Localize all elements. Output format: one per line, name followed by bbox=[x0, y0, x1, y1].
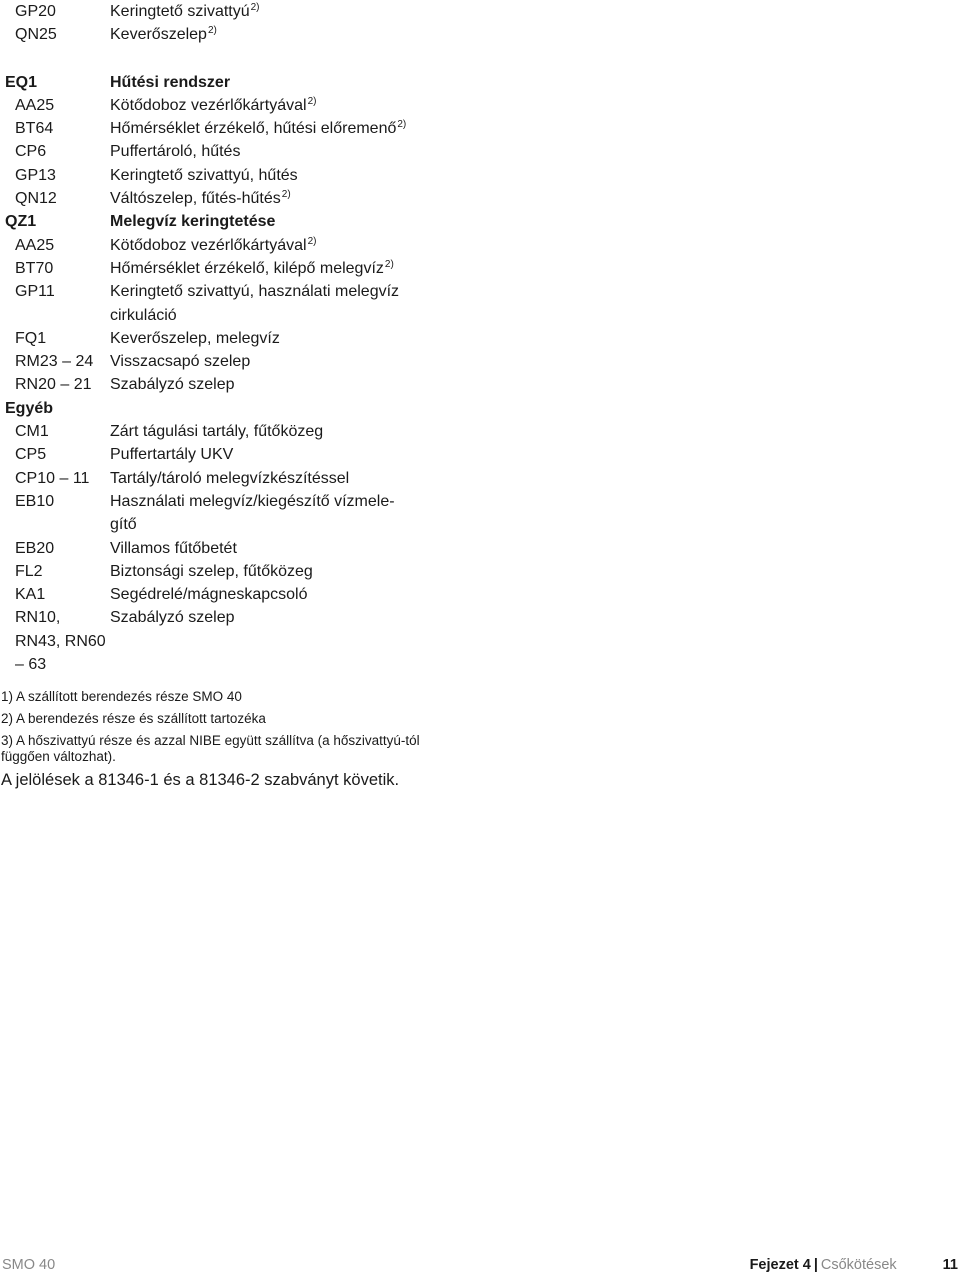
legend-row bbox=[0, 280, 440, 303]
legend-description-text: Hőmérséklet érzékelő, hűtési előremenő bbox=[110, 120, 397, 138]
legend-code bbox=[0, 304, 110, 327]
legend-description bbox=[110, 304, 440, 327]
legend-code: QZ1 bbox=[5, 213, 37, 231]
legend-description bbox=[110, 187, 440, 210]
legend-row bbox=[0, 373, 440, 396]
legend-row bbox=[0, 304, 440, 327]
legend-description-text: Zárt tágulási tartály, fűtőközeg bbox=[110, 423, 324, 441]
legend-description bbox=[110, 490, 440, 513]
legend-description-text: Szabályzó szelep bbox=[110, 609, 235, 627]
legend-code bbox=[0, 513, 110, 536]
legend-row bbox=[0, 537, 440, 560]
footer-section: Csőkötések bbox=[820, 1257, 897, 1273]
legend-code: EB20 bbox=[15, 539, 55, 557]
legend-description bbox=[110, 513, 440, 536]
footnote-reference: 2) bbox=[281, 189, 291, 201]
legend-code: – 63 bbox=[15, 656, 47, 674]
legend-row bbox=[0, 467, 440, 490]
footer-separator: | bbox=[813, 1257, 818, 1273]
legend-row bbox=[0, 234, 440, 257]
legend-description bbox=[110, 280, 440, 303]
footnote-2: 2) A berendezés része és szállított tartozéka bbox=[1, 711, 266, 726]
legend-description-text: Villamos fűtőbetét bbox=[110, 539, 237, 557]
legend-description bbox=[110, 350, 440, 373]
legend-code: RN10, bbox=[15, 609, 61, 627]
legend-row bbox=[0, 257, 440, 280]
legend-section-header bbox=[0, 210, 440, 233]
legend-description-text: Puffertartály UKV bbox=[110, 446, 234, 464]
legend-row bbox=[0, 443, 440, 466]
legend-row bbox=[0, 583, 440, 606]
legend-description-text: cirkuláció bbox=[110, 306, 177, 324]
legend-description bbox=[110, 23, 440, 46]
legend-code: RN43, RN60 bbox=[15, 632, 106, 650]
legend-description-text: Hőmérséklet érzékelő, kilépő melegvíz bbox=[110, 259, 384, 277]
legend-code: BT70 bbox=[15, 259, 54, 277]
footer-product: SMO 40 bbox=[2, 1257, 56, 1273]
legend-row bbox=[0, 23, 440, 46]
footnote-reference: 2) bbox=[307, 235, 317, 247]
legend-description bbox=[110, 164, 440, 187]
legend-description bbox=[110, 420, 440, 443]
legend-description bbox=[110, 0, 440, 23]
legend-description-text: Keverőszelep, melegvíz bbox=[110, 329, 280, 347]
legend-code: KA1 bbox=[15, 586, 46, 604]
legend-code: GP20 bbox=[15, 3, 56, 20]
legend-description-text: Tartály/tároló melegvízkészítéssel bbox=[110, 469, 350, 487]
legend-code: EB10 bbox=[15, 492, 55, 510]
legend-description-text: Hűtési rendszer bbox=[110, 73, 231, 91]
legend-row bbox=[0, 327, 440, 350]
legend-description bbox=[110, 327, 440, 350]
legend-description-text: Keverőszelep bbox=[110, 26, 207, 44]
legend-description-text: Kötődoboz vezérlőkártyával bbox=[110, 236, 307, 254]
legend-description-text: Kötődoboz vezérlőkártyával bbox=[110, 96, 307, 114]
legend-description bbox=[110, 467, 440, 490]
legend-section-header bbox=[0, 71, 440, 94]
legend-code: GP13 bbox=[15, 166, 56, 184]
legend-code: Egyéb bbox=[5, 399, 54, 417]
footnote-reference: 2) bbox=[250, 2, 260, 13]
legend-row bbox=[0, 420, 440, 443]
legend-description bbox=[110, 373, 440, 396]
legend-description-text: Melegvíz keringtetése bbox=[110, 213, 276, 231]
legend-row bbox=[0, 140, 440, 163]
legend-code: CP6 bbox=[15, 143, 47, 161]
legend-description-text: Puffertároló, hűtés bbox=[110, 143, 241, 161]
legend-row bbox=[0, 560, 440, 583]
footer-chapter: Fejezet 4 bbox=[749, 1257, 811, 1273]
legend-description bbox=[110, 606, 440, 629]
footnote-1: 1) A szállított berendezés része SMO 40 bbox=[1, 689, 242, 704]
legend-row bbox=[0, 164, 440, 187]
legend-spacer bbox=[0, 47, 440, 71]
legend-row bbox=[0, 0, 440, 23]
legend-description bbox=[110, 117, 440, 140]
footnote-reference: 2) bbox=[384, 258, 394, 270]
legend-description-text: Szabályzó szelep bbox=[110, 376, 235, 394]
legend-group-title bbox=[0, 397, 440, 420]
legend-description bbox=[110, 257, 440, 280]
legend-description-text: Segédrelé/mágneskapcsoló bbox=[110, 586, 308, 604]
legend-description-text: Váltószelep, fűtés-hűtés bbox=[110, 190, 281, 208]
legend-row bbox=[0, 490, 440, 513]
legend-description bbox=[110, 443, 440, 466]
legend-description bbox=[110, 94, 440, 117]
legend-description-text: Biztonsági szelep, fűtőközeg bbox=[110, 562, 313, 580]
legend-code: QN12 bbox=[15, 190, 57, 208]
legend-description bbox=[110, 210, 440, 233]
footnote-3: 3) A hőszivattyú része és azzal NIBE együtt szállítva (a hőszivattyú-tól függően változhat). bbox=[1, 733, 420, 764]
page-footer bbox=[0, 1255, 960, 1277]
legend-description bbox=[110, 560, 440, 583]
legend-code: QN25 bbox=[15, 26, 57, 44]
legend-code: FQ1 bbox=[15, 329, 47, 347]
legend-code: AA25 bbox=[15, 236, 55, 254]
legend-description bbox=[110, 630, 440, 653]
legend-code: GP11 bbox=[15, 283, 55, 301]
legend-row bbox=[0, 606, 440, 629]
legend-code: CP5 bbox=[15, 446, 47, 464]
legend-description-text: Keringtető szivattyú, használati melegvíz bbox=[110, 283, 400, 301]
legend-description-text: Keringtető szivattyú, hűtés bbox=[110, 166, 298, 184]
legend-row bbox=[0, 187, 440, 210]
legend-description bbox=[110, 537, 440, 560]
legend-row bbox=[0, 350, 440, 373]
legend-code: CM1 bbox=[15, 423, 49, 441]
legend-code: RN20 – 21 bbox=[15, 376, 92, 394]
legend-row bbox=[0, 94, 440, 117]
standard-note: A jelölések a 81346-1 és a 81346-2 szabványt követik. bbox=[1, 771, 400, 789]
legend-description bbox=[110, 653, 440, 676]
footer-page-number: 11 bbox=[942, 1257, 958, 1273]
legend-description bbox=[110, 71, 440, 94]
legend-row bbox=[0, 653, 440, 676]
legend-row bbox=[0, 630, 440, 653]
legend-code: EQ1 bbox=[5, 73, 38, 91]
legend-code: CP10 – 11 bbox=[15, 469, 90, 487]
legend-description-text: Keringtető szivattyú bbox=[110, 3, 250, 20]
legend-description bbox=[110, 140, 440, 163]
legend-description bbox=[110, 234, 440, 257]
component-legend bbox=[0, 0, 440, 676]
footnote-reference: 2) bbox=[307, 95, 317, 107]
legend-row bbox=[0, 117, 440, 140]
legend-code: RM23 – 24 bbox=[15, 353, 94, 371]
footnote-reference: 2) bbox=[207, 25, 217, 37]
legend-description bbox=[110, 583, 440, 606]
legend-description-text: Visszacsapó szelep bbox=[110, 353, 251, 371]
footer-right bbox=[750, 1257, 958, 1273]
legend-row bbox=[0, 513, 440, 536]
footnotes bbox=[0, 689, 425, 790]
legend-description-text: gítő bbox=[110, 516, 137, 534]
legend-code: BT64 bbox=[15, 120, 54, 138]
legend-code: AA25 bbox=[15, 96, 55, 114]
footnote-reference: 2) bbox=[397, 119, 407, 131]
legend-description-text: Használati melegvíz/kiegészítő vízmele- bbox=[110, 492, 395, 510]
legend-code: FL2 bbox=[15, 562, 43, 580]
